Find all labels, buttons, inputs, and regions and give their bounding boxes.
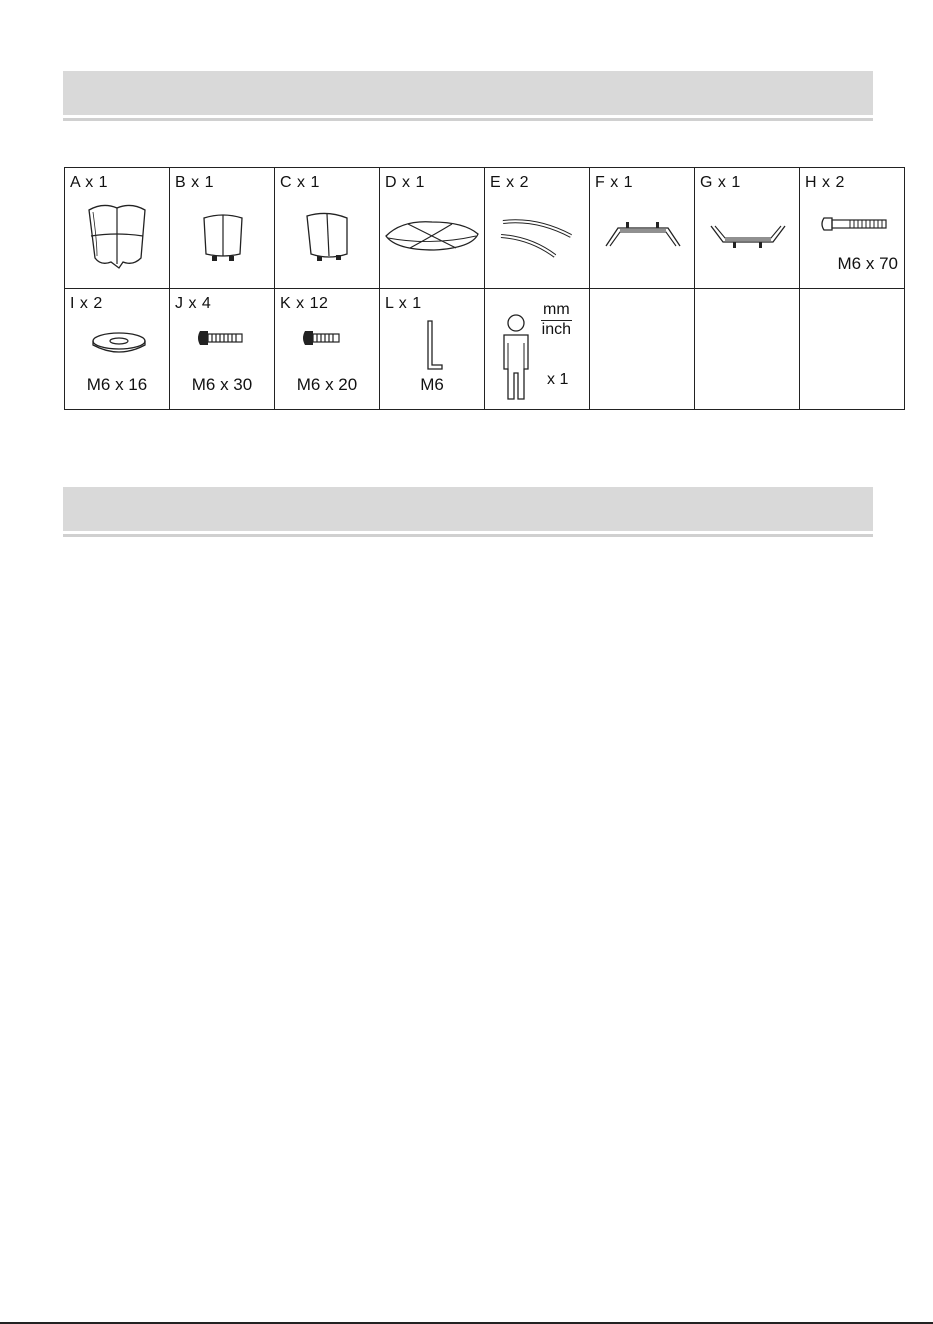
part-qty: A x 1 xyxy=(70,174,109,191)
part-qty: E x 2 xyxy=(490,174,529,191)
empty-cell xyxy=(800,289,905,410)
base-frame-icon xyxy=(707,220,789,254)
seat-cushion-icon xyxy=(382,216,482,256)
part-qty: H x 2 xyxy=(805,174,845,191)
parts-table xyxy=(64,167,905,410)
section-header-band-1 xyxy=(63,71,873,115)
part-qty: B x 1 xyxy=(175,174,214,191)
unit-inch: inch xyxy=(541,321,571,338)
person-count: x 1 xyxy=(547,371,569,388)
section-divider-1 xyxy=(63,118,873,121)
part-cell-i xyxy=(65,289,170,410)
table-row xyxy=(65,289,905,410)
part-cell-h xyxy=(800,168,905,289)
part-qty: K x 12 xyxy=(280,295,329,312)
part-qty: D x 1 xyxy=(385,174,425,191)
bolt-icon xyxy=(196,327,246,349)
part-size: M6 x 16 xyxy=(86,375,148,394)
person-icon xyxy=(499,313,533,401)
short-bolt-icon xyxy=(301,327,345,349)
section-divider-2 xyxy=(63,534,873,537)
part-cell-g xyxy=(695,168,800,289)
armrest-icon xyxy=(497,212,581,262)
part-size: M6 x 30 xyxy=(191,375,253,394)
long-bolt-icon xyxy=(820,212,890,236)
part-qty: I x 2 xyxy=(70,295,103,312)
part-cell-d xyxy=(380,168,485,289)
unit-label xyxy=(541,301,572,339)
part-qty: G x 1 xyxy=(700,174,741,191)
table-row xyxy=(65,168,905,289)
part-size: M6 x 70 xyxy=(837,254,898,273)
seat-frame-icon xyxy=(602,218,684,252)
part-qty: F x 1 xyxy=(595,174,634,191)
part-cell-f xyxy=(590,168,695,289)
part-cell-b xyxy=(170,168,275,289)
part-size: M6 xyxy=(420,375,444,394)
part-qty: J x 4 xyxy=(175,295,212,312)
part-qty: L x 1 xyxy=(385,295,422,312)
part-size: M6 x 20 xyxy=(296,375,358,394)
part-cell-j xyxy=(170,289,275,410)
part-qty: C x 1 xyxy=(280,174,320,191)
part-cell-k xyxy=(275,289,380,410)
washer-icon xyxy=(91,329,147,355)
part-cell-a xyxy=(65,168,170,289)
unit-mm: mm xyxy=(541,301,572,321)
allen-key-icon xyxy=(424,319,444,373)
empty-cell xyxy=(590,289,695,410)
person-cell xyxy=(485,289,590,410)
part-cell-l xyxy=(380,289,485,410)
empty-cell xyxy=(695,289,800,410)
backrest-panel-icon xyxy=(198,212,248,266)
seat-back-icon xyxy=(83,202,151,272)
part-cell-c xyxy=(275,168,380,289)
part-cell-e xyxy=(485,168,590,289)
section-header-band-2 xyxy=(63,487,873,531)
backrest-cover-icon xyxy=(303,210,353,266)
